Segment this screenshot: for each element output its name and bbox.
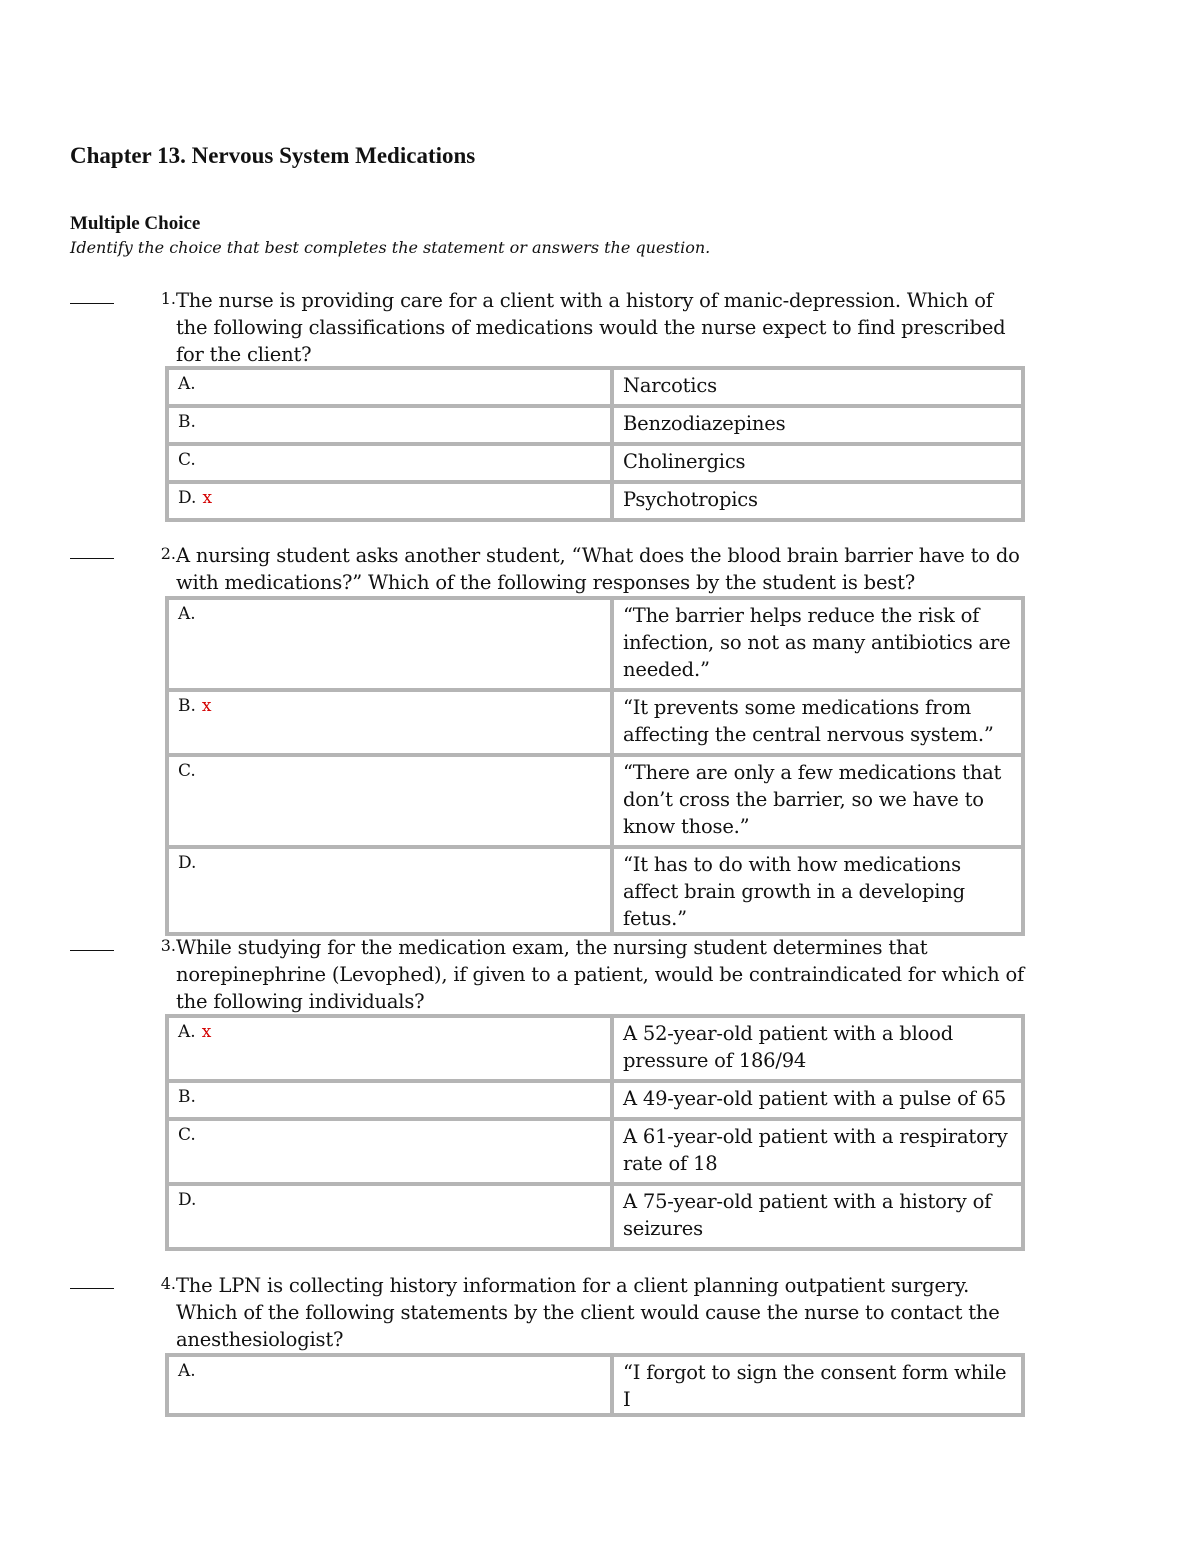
choice-letter: A. <box>167 1355 612 1415</box>
question-text: While studying for the medication exam, the nursing student determines that norepinephrine (Levophed), if given to a patient, would be contraindicated for which of the following individuals? <box>176 936 1025 1013</box>
correct-mark: x <box>202 488 213 508</box>
answer-blank[interactable] <box>70 558 114 559</box>
answer-blank[interactable] <box>70 950 114 951</box>
question-text: The LPN is collecting history information for a client planning outpatient surgery. Which of the following statements by the client would cause the nurse to contact the anesthesiologist? <box>176 1274 1000 1351</box>
choice-letter: B. <box>167 1081 612 1119</box>
choice-row[interactable] <box>167 482 1023 520</box>
choice-text: Cholinergics <box>612 444 1023 482</box>
choice-row[interactable] <box>167 1119 1023 1184</box>
choice-letter: A. <box>167 598 612 690</box>
choice-text: “It has to do with how medications affect brain growth in a developing fetus.” <box>612 847 1023 934</box>
choice-letter: D. x <box>167 482 612 520</box>
choice-text: “It prevents some medications from affecting the central nervous system.” <box>612 690 1023 755</box>
section-instructions: Identify the choice that best completes the statement or answers the question. <box>70 238 711 257</box>
choice-text: “I forgot to sign the consent form while I <box>612 1355 1023 1415</box>
answer-blank[interactable] <box>70 303 114 304</box>
choices-table <box>165 366 1025 522</box>
choice-text: A 49-year-old patient with a pulse of 65 <box>612 1081 1023 1119</box>
choice-row[interactable] <box>167 847 1023 934</box>
choices-table <box>165 596 1025 936</box>
question-number: 1. <box>160 289 176 308</box>
choice-row[interactable] <box>167 690 1023 755</box>
question-text: A nursing student asks another student, “What does the blood brain barrier have to do with medications?” Which of the following responses by the student is best? <box>176 544 1020 594</box>
chapter-title: Chapter 13. Nervous System Medications <box>70 143 476 168</box>
question-number: 4. <box>160 1274 176 1293</box>
choices-table <box>165 1014 1025 1251</box>
choices-table <box>165 1353 1025 1417</box>
question-number: 3. <box>160 936 176 955</box>
choice-letter: C. <box>167 755 612 847</box>
choice-text: Benzodiazepines <box>612 406 1023 444</box>
choice-row[interactable] <box>167 1016 1023 1081</box>
answer-blank[interactable] <box>70 1288 114 1289</box>
choice-row[interactable] <box>167 444 1023 482</box>
correct-mark: x <box>201 696 212 716</box>
choice-row[interactable] <box>167 1081 1023 1119</box>
choice-letter: A. <box>167 368 612 406</box>
choice-letter: B. x <box>167 690 612 755</box>
question-number: 2. <box>160 544 176 563</box>
choice-text: A 75-year-old patient with a history of seizures <box>612 1184 1023 1249</box>
choice-text: A 61-year-old patient with a respiratory rate of 18 <box>612 1119 1023 1184</box>
section-title: Multiple Choice <box>70 213 201 234</box>
choice-letter: C. <box>167 444 612 482</box>
choice-text: Narcotics <box>612 368 1023 406</box>
choice-row[interactable] <box>167 755 1023 847</box>
choice-row[interactable] <box>167 368 1023 406</box>
choice-text: A 52-year-old patient with a blood pressure of 186/94 <box>612 1016 1023 1081</box>
choice-text: “The barrier helps reduce the risk of infection, so not as many antibiotics are needed.” <box>612 598 1023 690</box>
choice-letter: A. x <box>167 1016 612 1081</box>
choice-text: Psychotropics <box>612 482 1023 520</box>
choice-row[interactable] <box>167 1355 1023 1415</box>
choice-row[interactable] <box>167 598 1023 690</box>
choice-letter: B. <box>167 406 612 444</box>
choice-letter: D. <box>167 1184 612 1249</box>
choice-letter: D. <box>167 847 612 934</box>
choice-letter: C. <box>167 1119 612 1184</box>
choice-text: “There are only a few medications that don’t cross the barrier, so we have to know those.” <box>612 755 1023 847</box>
choice-row[interactable] <box>167 406 1023 444</box>
choice-row[interactable] <box>167 1184 1023 1249</box>
correct-mark: x <box>201 1022 212 1042</box>
question-text: The nurse is providing care for a client with a history of manic-depression. Which of the following classifications of medications would the nurse expect to find prescribed for the client? <box>176 289 1006 366</box>
